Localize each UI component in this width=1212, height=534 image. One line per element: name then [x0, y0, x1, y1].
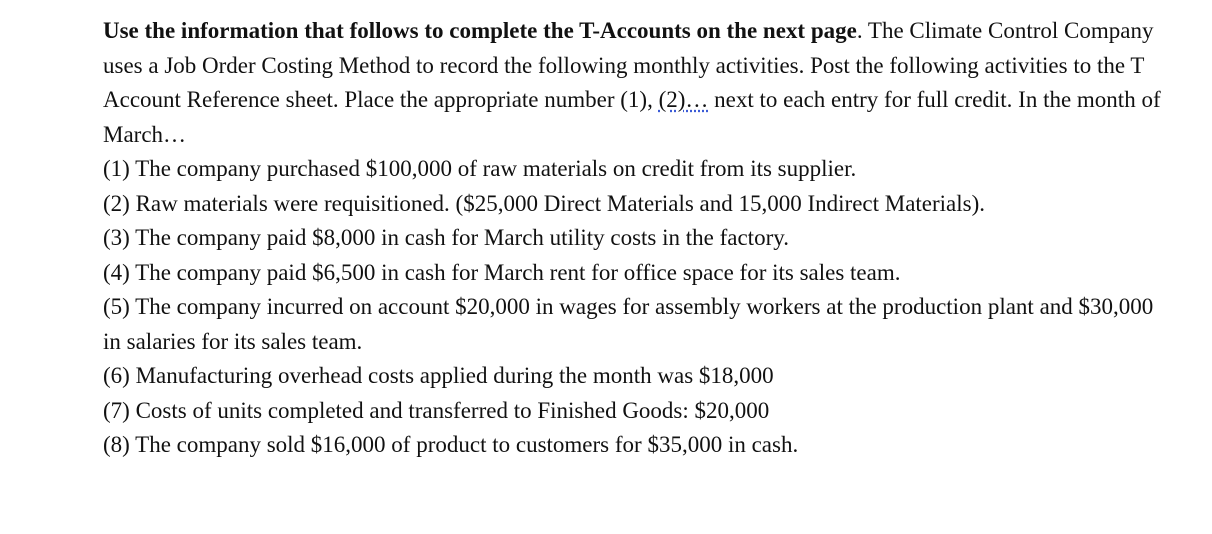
- intro-bold-lead: Use the information that follows to complete the T-Accounts on the next page: [103, 18, 857, 43]
- intro-text-1: . The Climate Control Company uses a Job Order Costing Method to record the following monthly activities. Post the following activities to the T Account Reference sheet. Place the appropriate number (1),: [103, 18, 1154, 112]
- activity-item-3: (3) The company paid $8,000 in cash for March utility costs in the factory.: [103, 225, 789, 250]
- intro-paragraph: [103, 14, 1163, 152]
- activity-item-6: (6) Manufacturing overhead costs applied during the month was $18,000: [103, 363, 774, 388]
- intro-text-2: next to each entry for full credit. In the month of March…: [103, 87, 1161, 147]
- activity-item-4: (4) The company paid $6,500 in cash for March rent for office space for its sales team.: [103, 259, 901, 285]
- activity-item-7: (7) Costs of units completed and transferred to Finished Goods: $20,000: [103, 397, 770, 423]
- activity-item-8: (8) The company sold $16,000 of product to customers for $35,000 in cash.: [103, 432, 799, 457]
- intro-underlined-ref: (2)…: [658, 87, 709, 112]
- activity-item-5: (5) The company incurred on account $20,000 in wages for assembly workers at the production plant and $30,000 in salaries for its sales team.: [103, 294, 1154, 354]
- document-body: [103, 14, 1163, 463]
- activity-item-2: (2) Raw materials were requisitioned. ($25,000 Direct Materials and 15,000 Indirect Materials).: [103, 190, 986, 216]
- activity-item-1: (1) The company purchased $100,000 of raw materials on credit from its supplier.: [103, 156, 857, 181]
